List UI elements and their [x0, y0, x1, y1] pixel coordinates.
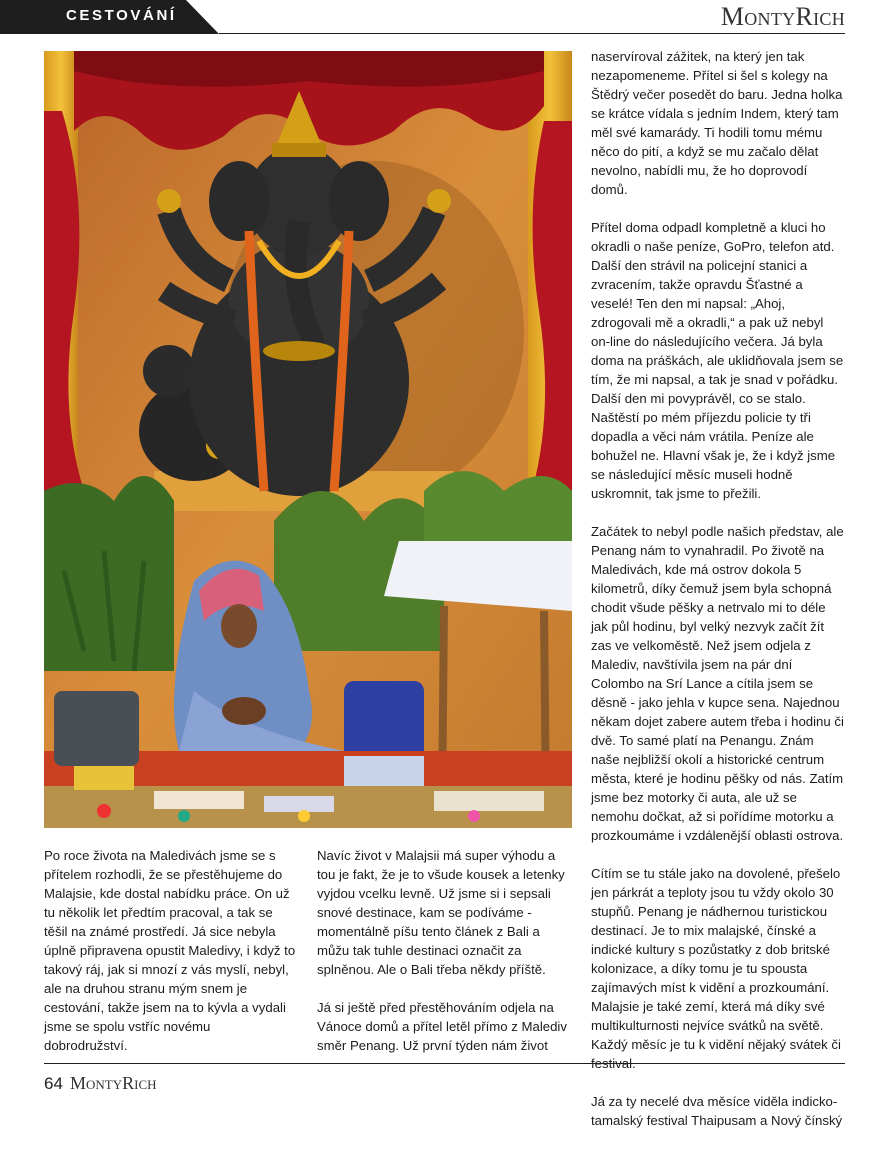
section-label: CESTOVÁNÍ [66, 7, 177, 24]
paragraph: Přítel doma odpadl kompletně a kluci ho okradli o naše peníze, GoPro, telefon atd. Další den strávil na policejní stanici a zvracením, takže opravdu Šťastné a veselé! Ten den mi napsal: „Ahoj, zdrogovali mě a okradli,“ a pak už nebyl on-line do následujícího večera. Já byla doma na práškách, ale uklidňovala jsem se tím, že mi napsal, a tak je snad v pořádku. Další den mi povyprávěl, co se stalo. Naštěstí po mém příjezdu policie ty tři dopadla a věci nám vrátila. Peníze ale bohužel ne. Hlavní však je, že i když jsme se následující měsíc museli hodně uskromnit, tak jsme to přežili. [591, 220, 844, 501]
article-column-1 [44, 846, 296, 1074]
footer-rule [44, 1063, 845, 1064]
footer-logo: MontyRich [70, 1073, 157, 1093]
header-rule [219, 33, 845, 34]
article-column-2 [317, 846, 571, 1074]
paragraph: Po roce života na Maledivách jsme se s přítelem rozhodli, že se přestěhujeme do Malajsie, kde dostal nabídku práce. On už tu několik let předtím pracoval, a tak se těšil na známé prostředí. Já sice nebyla úplně připravena opustit Maledivy, i když to takový ráj, jak si mnozí z vás myslí, nebyl, ale na druhou stranu mým snem je cestování, takže jsem na to kývla a vydali jsme se spolu vstříc novému dobrodružství. [44, 848, 296, 1053]
paragraph: Navíc život v Malajsii má super výhodu a tou je fakt, že je to všude kousek a letenky vyjdou vcelku levně. Už jsme si i sepsali snové destinace, kam se podíváme - momentálně píšu tento článek z Bali a můžu tak tuhle destinaci označit za splněnou. Ale o Bali třeba někdy příště. [317, 848, 565, 977]
magazine-logo: MontyRich [720, 2, 845, 31]
paragraph: Začátek to nebyl podle našich představ, ale Penang nám to vynahradil. Po životě na Maledivách, kde má ostrov dokola 5 kilometrů, díky čemuž jsem byla schopná chodit všude pěšky a netrvalo mi to déle jak půl hodinu, byl velký nezvyk začít žít zas ve velkoměstě. Než jsem odjela z Malediv, navštívila jsem na pár dní Colombo na Srí Lance a cítila jsem se děsně - jako jehla v kupce sena. Najednou někam dojet zabere autem třeba i hodinu či dvě. To samé platí na Penangu. Znám naše nejbližší okolí a historické centrum města, které je hodinu pěšky od nás. Zatím jsme bez motorky či auta, ale už se nemohu dočkat, až si pořídíme motorku a prozkoumáme i vzdálenější oblasti ostrova. [591, 524, 844, 843]
paragraph: Cítím se tu stále jako na dovolené, přešelo jen párkrát a teploty jsou tu vždy okolo 30 stupňů. Penang je nádhernou turistickou destinací. Je to mix malajské, čínské a indické kultury s pozůstatky z dob britské kolonizace, a díky tomu je tu spousta zajímavých míst k vidění a prozkoumání. Malajsie je také zemí, která má díky své multikulturnosti nejvíce svátků na světě. Každý měsíc je tu k vidění nějaký svátek či festival. [591, 866, 841, 1071]
article-column-3 [591, 47, 845, 1149]
page-number: 64 [44, 1074, 63, 1093]
paragraph: naservíroval zážitek, na který jen tak nezapomeneme. Přítel si šel s kolegy na Štědrý večer posedět do baru. Jedna holka se krátce vídala s jedním Indem, který tam měl své kamarády. Ti hodili tomu mému něco do pití, a když se mu začalo dělat nevolno, nabídli mu, že ho doprovodí domů. [591, 49, 843, 197]
paragraph: Já za ty necelé dva měsíce viděla indicko-tamalský festival Thaipusam a Nový čínský [591, 1094, 843, 1128]
paragraph: Já si ještě před přestěhováním odjela na Vánoce domů a přítel letěl přímo z Malediv směr Penang. Už první týden nám život [317, 1000, 567, 1053]
ganesha-statue-photo [44, 51, 572, 828]
